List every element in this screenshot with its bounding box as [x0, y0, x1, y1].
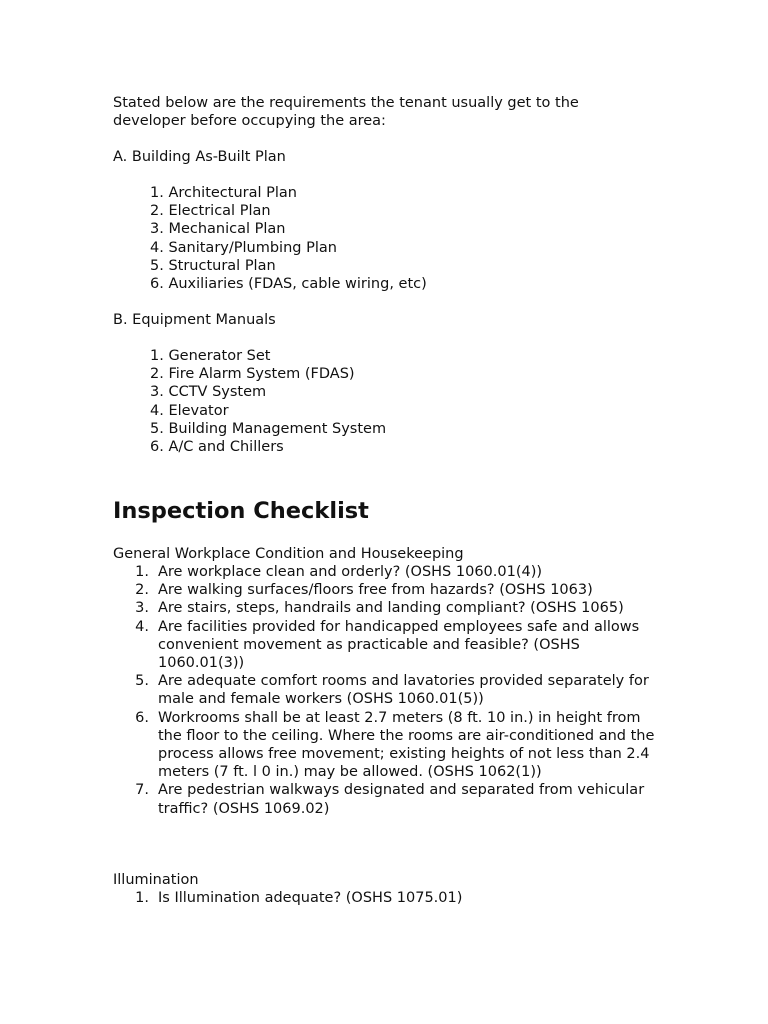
item-number: 3.	[135, 600, 149, 617]
item-text: Is Illumination adequate? (OSHS 1075.01)	[158, 890, 463, 906]
checklist-item	[113, 563, 658, 581]
list-item: 3. CCTV System	[150, 384, 267, 401]
inspection-checklist-heading: Inspection Checklist	[113, 498, 369, 524]
item-text: Are pedestrian walkways designated and separated from vehicular traffic? (OSHS 1069.02)	[158, 782, 645, 817]
item-text: Are walking surfaces/floors free from hazards? (OSHS 1063)	[158, 582, 593, 599]
item-number: 1.	[135, 564, 149, 580]
item-text: Are workplace clean and orderly? (OSHS 1060.01(4))	[158, 564, 543, 580]
general-workplace-title: General Workplace Condition and Housekeeping	[113, 546, 464, 562]
list-item: 3. Mechanical Plan	[150, 221, 286, 238]
section-a-title: A. Building As-Built Plan	[113, 149, 286, 165]
checklist-item	[113, 889, 658, 907]
section-b-list	[150, 347, 386, 456]
general-workplace-list	[113, 563, 658, 818]
item-text: Are adequate comfort rooms and lavatories provided separately for male and female workers (OSHS 1060.01(5))	[158, 673, 649, 708]
checklist-item	[113, 709, 658, 782]
illumination-title: Illumination	[113, 872, 199, 888]
checklist-item	[113, 618, 658, 673]
list-item: 6. Auxiliaries (FDAS, cable wiring, etc)	[150, 276, 427, 293]
item-number: 1.	[135, 890, 149, 906]
list-item: 4. Sanitary/Plumbing Plan	[150, 239, 337, 256]
list-item: 6. A/C and Chillers	[150, 439, 284, 456]
checklist-item	[113, 581, 658, 599]
list-item: 2. Electrical Plan	[150, 203, 271, 220]
list-item: 1. Architectural Plan	[150, 185, 297, 201]
intro-paragraph: Stated below are the requirements the tenant usually get to the developer before occupying the area:	[113, 95, 579, 130]
checklist-item	[113, 599, 658, 617]
list-item: 5. Structural Plan	[150, 257, 276, 274]
item-number: 5.	[135, 673, 149, 690]
item-number: 7.	[135, 782, 149, 799]
item-text: Are stairs, steps, handrails and landing compliant? (OSHS 1065)	[158, 600, 624, 617]
section-a-list	[150, 184, 427, 293]
list-item: 4. Elevator	[150, 402, 229, 419]
item-number: 6.	[135, 709, 149, 726]
item-text: Are facilities provided for handicapped employees safe and allows convenient movement as practicable and feasible? (OSHS 1060.01(3))	[158, 618, 640, 672]
illumination-list	[113, 889, 658, 907]
list-item: 5. Building Management System	[150, 420, 387, 437]
item-number: 4.	[135, 618, 149, 635]
item-number: 2.	[135, 582, 149, 599]
checklist-item	[113, 781, 658, 817]
item-text: Workrooms shall be at least 2.7 meters (8 ft. 10 in.) in height from the floor to the ceiling. Where the rooms are air-conditioned and the process allows free movement; existing heights of not less than 2.4 meters (7 ft. l 0 in.) may be allowed. (OSHS 1062(1))	[158, 709, 655, 781]
section-b-title: B. Equipment Manuals	[113, 312, 276, 328]
checklist-item	[113, 672, 658, 708]
list-item: 2. Fire Alarm System (FDAS)	[150, 366, 355, 383]
list-item: 1. Generator Set	[150, 348, 271, 364]
